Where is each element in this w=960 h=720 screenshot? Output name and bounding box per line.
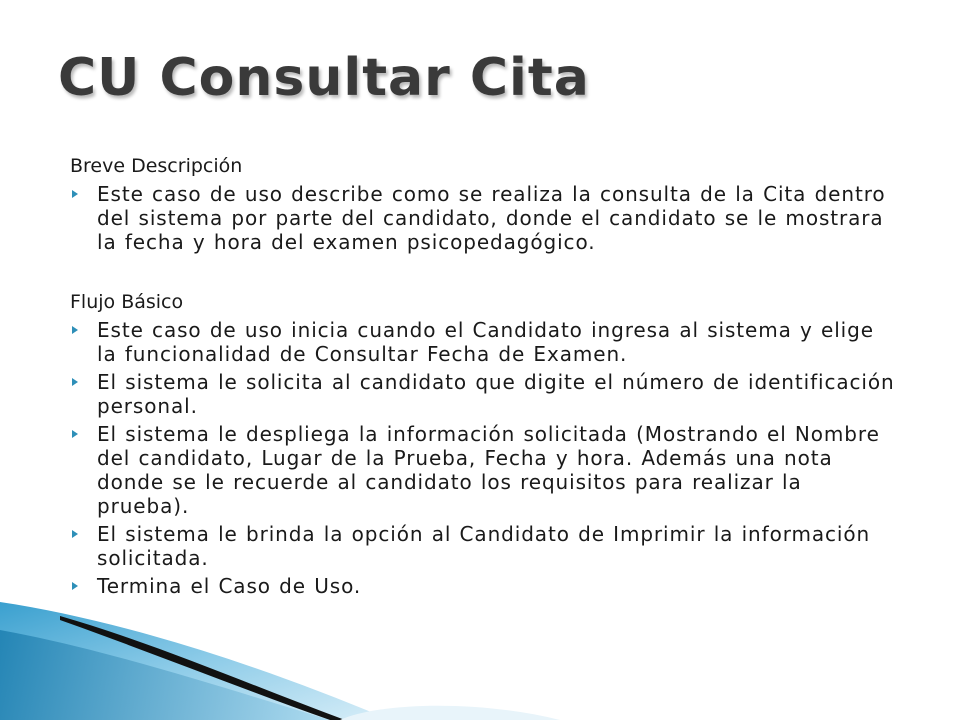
triangle-bullet-icon (72, 530, 78, 538)
slide-title: CU Consultar Cita (58, 48, 590, 108)
wave-pale-band (340, 706, 560, 720)
section-heading-descripcion: Breve Descripción (70, 155, 243, 177)
bullet-list-descripcion (70, 182, 900, 254)
wave-decoration (0, 590, 960, 720)
wave-dark-stroke (60, 616, 345, 720)
bullet-text: El sistema le brinda la opción al Candidato de Imprimir la información solicitada. (97, 522, 871, 570)
bullet-item (70, 574, 900, 598)
bullet-list-flujo (70, 318, 900, 598)
bullet-text: Este caso de uso inicia cuando el Candidato ingresa al sistema y elige la funcionalidad de Consultar Fecha de Examen. (97, 318, 874, 366)
slide-content (70, 154, 900, 598)
bullet-text: El sistema le solicita al candidato que digite el número de identificación personal. (97, 370, 895, 418)
triangle-bullet-icon (72, 378, 78, 386)
bullet-item (70, 522, 900, 570)
bullet-item (70, 182, 900, 254)
section-heading-flujo: Flujo Básico (70, 291, 184, 313)
bullet-text: El sistema le despliega la información solicitada (Mostrando el Nombre del candidato, Lugar de la Prueba, Fecha y hora. Además una nota donde se le recuerde al candidato los requisitos para realizar la prueba). (97, 422, 880, 518)
bullet-item (70, 318, 900, 366)
bullet-text: Este caso de uso describe como se realiza la consulta de la Cita dentro del sistema por parte del candidato, donde el candidato se le mostrara la fecha y hora del examen psicopedagógico. (97, 182, 886, 254)
bullet-item (70, 370, 900, 418)
triangle-bullet-icon (72, 190, 78, 198)
bullet-text: Termina el Caso de Uso. (97, 574, 362, 598)
triangle-bullet-icon (72, 582, 78, 590)
wave-mid-shape (0, 630, 330, 720)
triangle-bullet-icon (72, 326, 78, 334)
wave-light-shape (0, 602, 390, 720)
bullet-item (70, 422, 900, 518)
triangle-bullet-icon (72, 430, 78, 438)
